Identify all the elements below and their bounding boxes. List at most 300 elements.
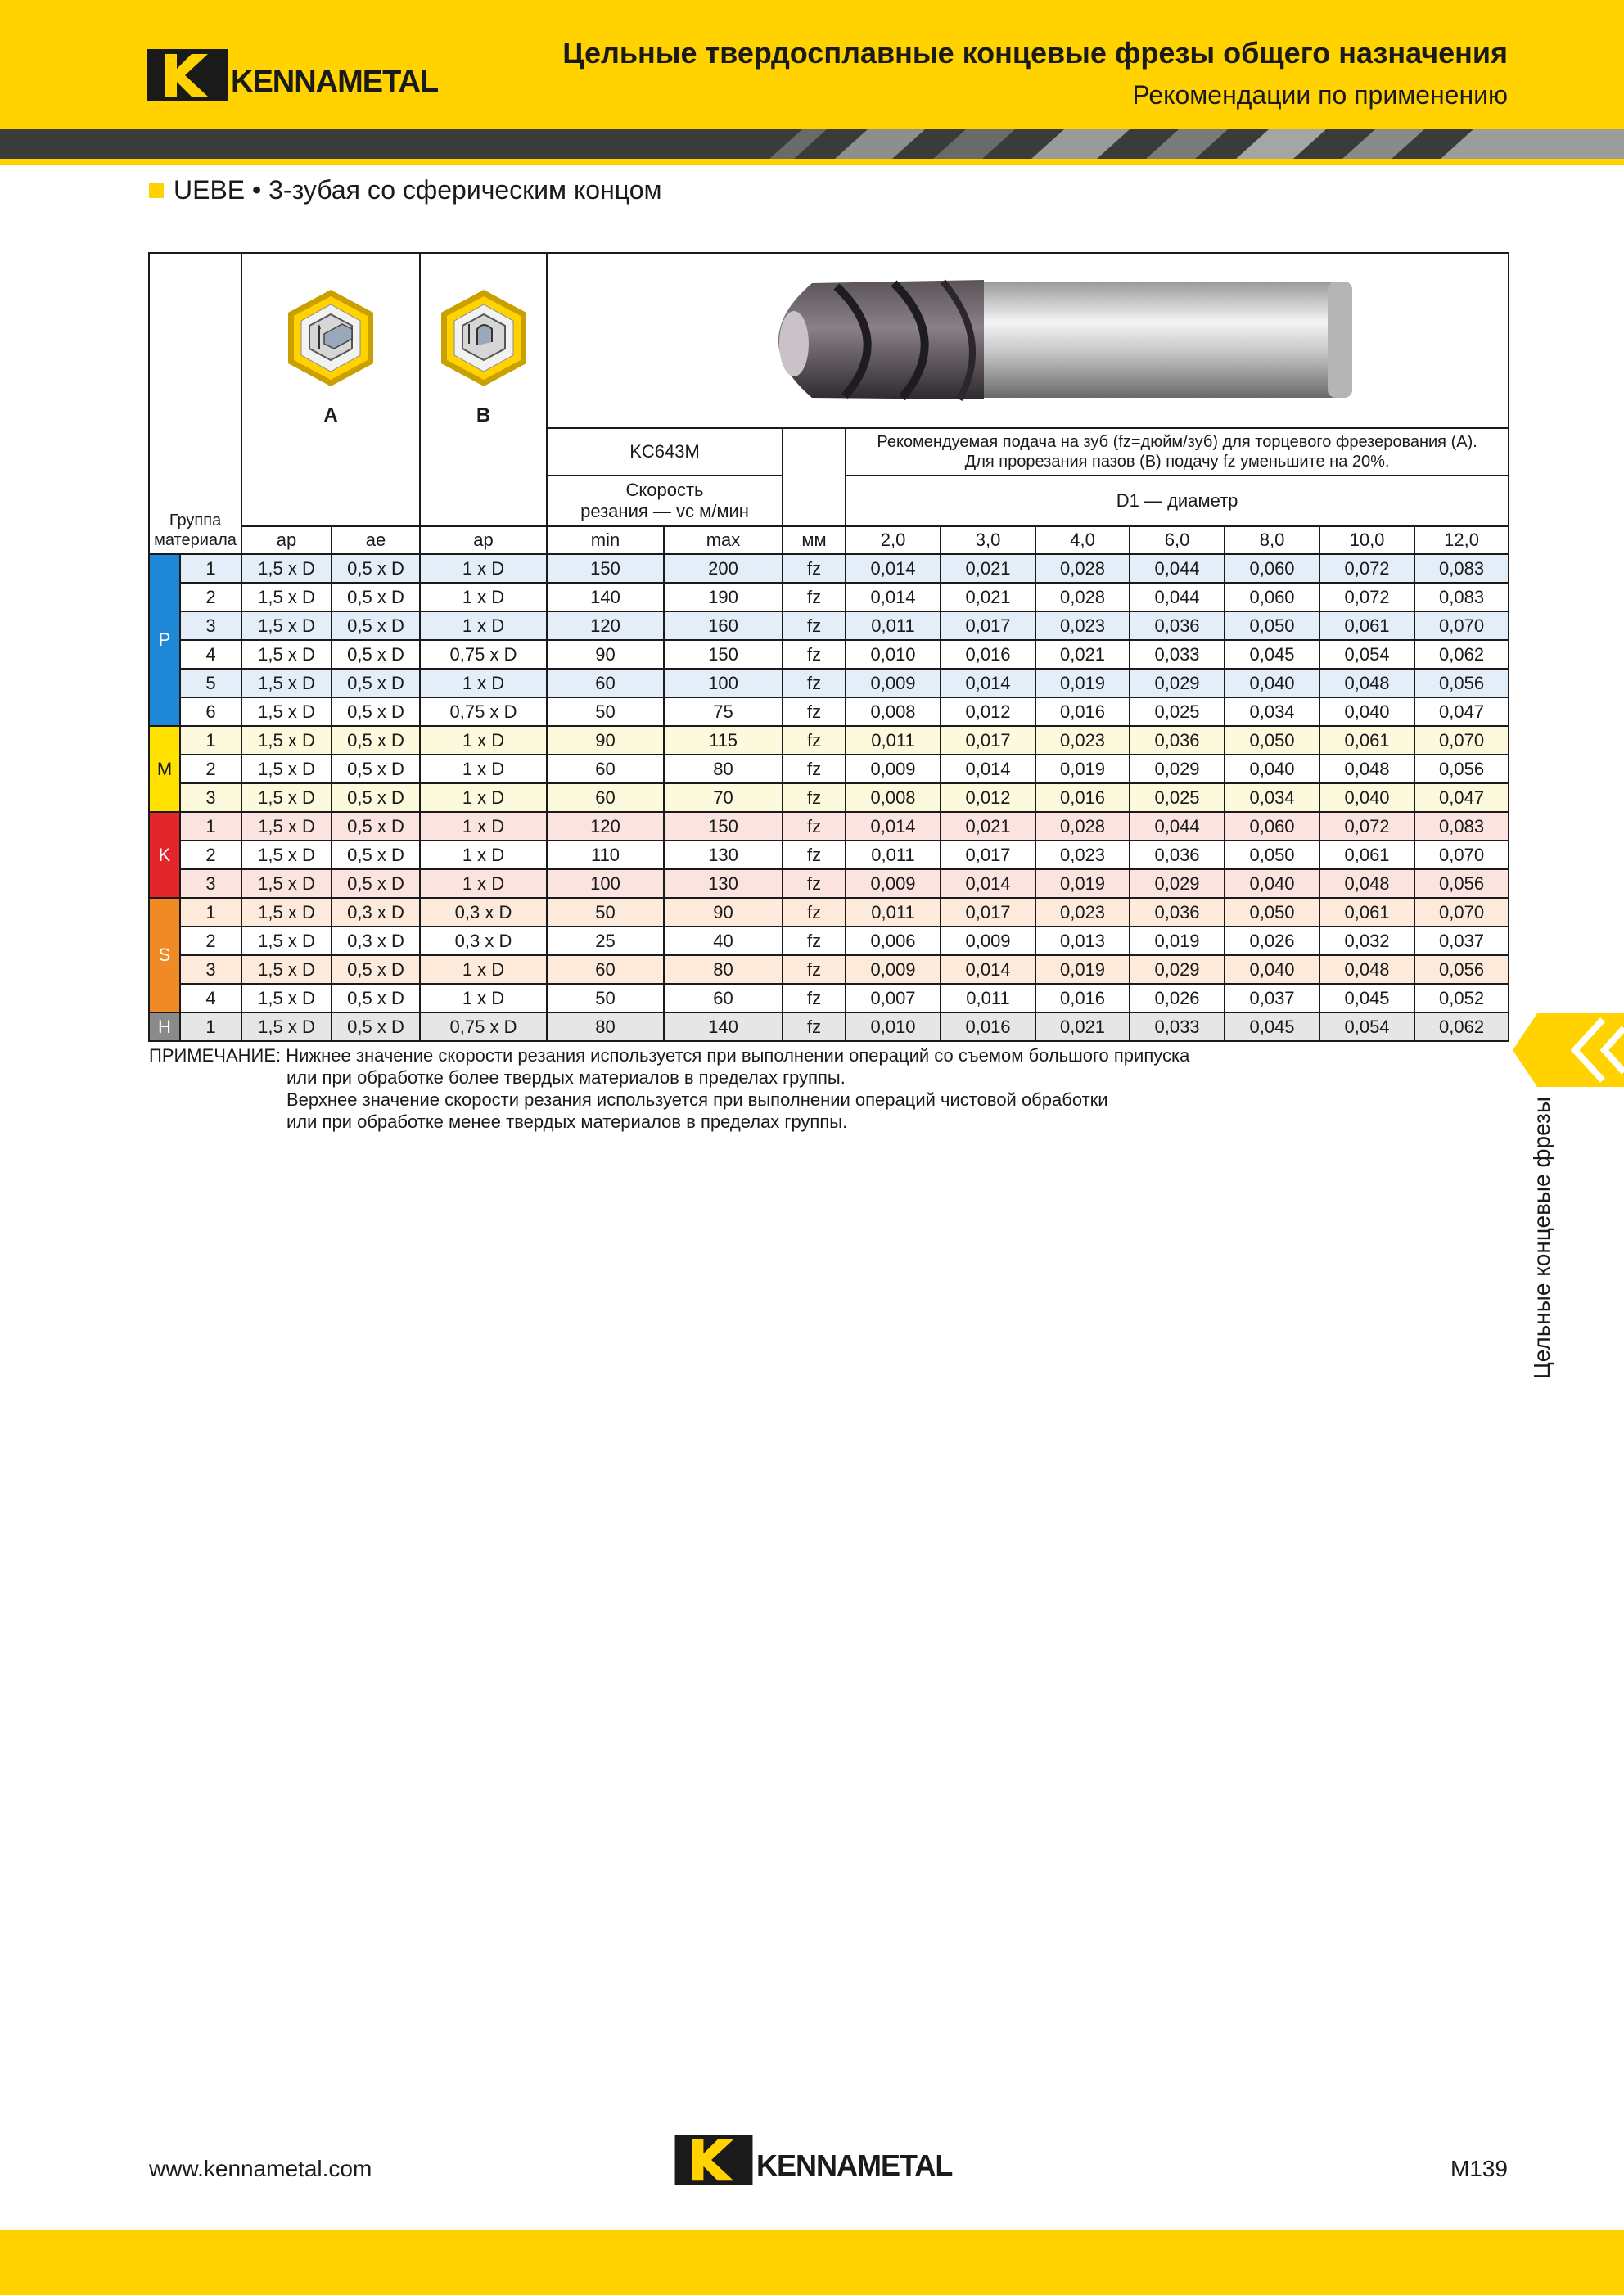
unit-value: fz bbox=[783, 927, 846, 955]
feed-value: 0,014 bbox=[941, 955, 1035, 984]
ap-b-value: 1 x D bbox=[420, 841, 547, 869]
feed-value: 0,056 bbox=[1414, 869, 1509, 898]
footer-band bbox=[0, 2230, 1624, 2295]
feed-value: 0,034 bbox=[1225, 783, 1320, 812]
vc-min-value: 60 bbox=[547, 669, 664, 697]
feed-value: 0,012 bbox=[941, 697, 1035, 726]
feed-value: 0,029 bbox=[1130, 669, 1225, 697]
k-mark-icon-footer bbox=[674, 2135, 753, 2185]
col-ae: ae bbox=[332, 526, 420, 554]
feed-value: 0,011 bbox=[846, 726, 941, 755]
face-milling-icon bbox=[282, 286, 380, 390]
feed-value: 0,029 bbox=[1130, 869, 1225, 898]
unit-spacer bbox=[783, 428, 846, 526]
vc-min-value: 50 bbox=[547, 984, 664, 1012]
vc-min-value: 50 bbox=[547, 898, 664, 927]
feed-value: 0,050 bbox=[1225, 726, 1320, 755]
ae-value: 0,3 x D bbox=[332, 898, 420, 927]
ap-value: 1,5 x D bbox=[241, 640, 332, 669]
ap-b-value: 1 x D bbox=[420, 984, 547, 1012]
feed-value: 0,019 bbox=[1130, 927, 1225, 955]
row-number: 1 bbox=[180, 726, 241, 755]
feed-value: 0,054 bbox=[1320, 1012, 1414, 1041]
vc-max-value: 200 bbox=[664, 554, 783, 583]
feed-value: 0,061 bbox=[1320, 841, 1414, 869]
ap-value: 1,5 x D bbox=[241, 611, 332, 640]
feed-value: 0,014 bbox=[941, 669, 1035, 697]
feed-value: 0,045 bbox=[1320, 984, 1414, 1012]
ap-b-value: 1 x D bbox=[420, 726, 547, 755]
unit-value: fz bbox=[783, 869, 846, 898]
feed-value: 0,056 bbox=[1414, 669, 1509, 697]
feed-value: 0,070 bbox=[1414, 841, 1509, 869]
feed-value: 0,017 bbox=[941, 841, 1035, 869]
feed-value: 0,021 bbox=[941, 583, 1035, 611]
feed-value: 0,070 bbox=[1414, 898, 1509, 927]
ae-value: 0,5 x D bbox=[332, 611, 420, 640]
ap-value: 1,5 x D bbox=[241, 927, 332, 955]
feed-value: 0,083 bbox=[1414, 812, 1509, 841]
feed-value: 0,033 bbox=[1130, 1012, 1225, 1041]
cutting-speed-header bbox=[547, 476, 783, 526]
feed-value: 0,028 bbox=[1035, 554, 1130, 583]
feed-value: 0,040 bbox=[1225, 755, 1320, 783]
feed-value: 0,044 bbox=[1130, 583, 1225, 611]
vc-max-value: 100 bbox=[664, 669, 783, 697]
feed-value: 0,061 bbox=[1320, 611, 1414, 640]
ap-value: 1,5 x D bbox=[241, 783, 332, 812]
feed-value: 0,062 bbox=[1414, 640, 1509, 669]
vc-min-value: 120 bbox=[547, 611, 664, 640]
feed-value: 0,006 bbox=[846, 927, 941, 955]
feed-value: 0,056 bbox=[1414, 755, 1509, 783]
col-d-8: 8,0 bbox=[1225, 526, 1320, 554]
feed-value: 0,007 bbox=[846, 984, 941, 1012]
feed-value: 0,019 bbox=[1035, 869, 1130, 898]
feed-value: 0,048 bbox=[1320, 869, 1414, 898]
decorative-stripe bbox=[0, 129, 1624, 159]
ae-value: 0,5 x D bbox=[332, 955, 420, 984]
feed-value: 0,010 bbox=[846, 1012, 941, 1041]
vc-max-value: 115 bbox=[664, 726, 783, 755]
vc-min-value: 60 bbox=[547, 755, 664, 783]
feed-value: 0,019 bbox=[1035, 669, 1130, 697]
row-number: 1 bbox=[180, 554, 241, 583]
vc-label-1: Скорость bbox=[625, 480, 704, 500]
feed-value: 0,021 bbox=[941, 554, 1035, 583]
vc-max-value: 80 bbox=[664, 755, 783, 783]
unit-value: fz bbox=[783, 812, 846, 841]
row-number: 1 bbox=[180, 1012, 241, 1041]
ae-value: 0,5 x D bbox=[332, 726, 420, 755]
feed-value: 0,040 bbox=[1225, 869, 1320, 898]
ap-b-value: 0,75 x D bbox=[420, 1012, 547, 1041]
table-row bbox=[149, 898, 1509, 927]
feed-value: 0,029 bbox=[1130, 755, 1225, 783]
operation-a-label: A bbox=[323, 404, 338, 426]
ap-value: 1,5 x D bbox=[241, 755, 332, 783]
material-group-s: S bbox=[149, 898, 180, 1012]
table-row bbox=[149, 726, 1509, 755]
row-number: 3 bbox=[180, 783, 241, 812]
operation-a-header bbox=[241, 253, 420, 526]
row-number: 1 bbox=[180, 898, 241, 927]
feed-value: 0,013 bbox=[1035, 927, 1130, 955]
ap-b-value: 1 x D bbox=[420, 554, 547, 583]
feed-value: 0,011 bbox=[846, 611, 941, 640]
feed-value: 0,061 bbox=[1320, 898, 1414, 927]
table-row bbox=[149, 869, 1509, 898]
diameter-header: D1 — диаметр bbox=[846, 476, 1509, 526]
ap-value: 1,5 x D bbox=[241, 841, 332, 869]
ae-value: 0,5 x D bbox=[332, 869, 420, 898]
side-section-label: Цельные концевые фрезы bbox=[1529, 1097, 1554, 1379]
vc-min-value: 50 bbox=[547, 697, 664, 726]
row-number: 2 bbox=[180, 583, 241, 611]
unit-value: fz bbox=[783, 1012, 846, 1041]
feed-value: 0,016 bbox=[1035, 783, 1130, 812]
page-number: M139 bbox=[1450, 2156, 1508, 2181]
unit-value: fz bbox=[783, 841, 846, 869]
feed-value: 0,008 bbox=[846, 783, 941, 812]
feed-value: 0,021 bbox=[1035, 1012, 1130, 1041]
feed-value: 0,054 bbox=[1320, 640, 1414, 669]
feed-value: 0,011 bbox=[846, 841, 941, 869]
vc-min-value: 90 bbox=[547, 640, 664, 669]
feed-value: 0,023 bbox=[1035, 898, 1130, 927]
material-group-p: P bbox=[149, 554, 180, 726]
col-d-2: 2,0 bbox=[846, 526, 941, 554]
ae-value: 0,5 x D bbox=[332, 812, 420, 841]
unit-value: fz bbox=[783, 898, 846, 927]
table-row bbox=[149, 812, 1509, 841]
note-line-3: Верхнее значение скорости резания используется при выполнении операций чистовой обработки bbox=[286, 1089, 1108, 1110]
feed-label-2: Для прорезания пазов (B) подачу fz уменьшите на 20%. bbox=[964, 453, 1390, 471]
feed-value: 0,040 bbox=[1320, 697, 1414, 726]
feed-value: 0,012 bbox=[941, 783, 1035, 812]
ap-b-value: 1 x D bbox=[420, 669, 547, 697]
group-label-1: Группа bbox=[169, 512, 222, 530]
unit-value: fz bbox=[783, 984, 846, 1012]
ap-value: 1,5 x D bbox=[241, 955, 332, 984]
vc-min-value: 60 bbox=[547, 783, 664, 812]
unit-value: fz bbox=[783, 955, 846, 984]
row-number: 2 bbox=[180, 755, 241, 783]
row-number: 3 bbox=[180, 869, 241, 898]
table-row bbox=[149, 783, 1509, 812]
row-number: 5 bbox=[180, 669, 241, 697]
footer-url[interactable]: www.kennametal.com bbox=[149, 2156, 372, 2181]
feed-value: 0,036 bbox=[1130, 611, 1225, 640]
feed-value: 0,011 bbox=[846, 898, 941, 927]
feed-value: 0,014 bbox=[941, 869, 1035, 898]
ap-value: 1,5 x D bbox=[241, 898, 332, 927]
feed-value: 0,025 bbox=[1130, 783, 1225, 812]
ap-value: 1,5 x D bbox=[241, 984, 332, 1012]
feed-value: 0,016 bbox=[941, 640, 1035, 669]
feed-value: 0,040 bbox=[1320, 783, 1414, 812]
ap-b-value: 1 x D bbox=[420, 955, 547, 984]
unit-value: fz bbox=[783, 583, 846, 611]
vc-max-value: 160 bbox=[664, 611, 783, 640]
ap-b-value: 0,75 x D bbox=[420, 640, 547, 669]
material-group-k: K bbox=[149, 812, 180, 898]
note-line-1: ПРИМЕЧАНИЕ: Нижнее значение скорости резания используется при выполнении операций со съемом большого припуска bbox=[149, 1045, 1190, 1066]
feed-value: 0,009 bbox=[846, 669, 941, 697]
ae-value: 0,5 x D bbox=[332, 697, 420, 726]
vc-min-value: 120 bbox=[547, 812, 664, 841]
feed-value: 0,050 bbox=[1225, 898, 1320, 927]
feed-value: 0,016 bbox=[1035, 984, 1130, 1012]
feed-value: 0,047 bbox=[1414, 697, 1509, 726]
vc-min-value: 110 bbox=[547, 841, 664, 869]
col-ap-b: ap bbox=[420, 526, 547, 554]
col-d-3: 3,0 bbox=[941, 526, 1035, 554]
ap-value: 1,5 x D bbox=[241, 554, 332, 583]
vc-max-value: 90 bbox=[664, 898, 783, 927]
table-row bbox=[149, 611, 1509, 640]
ae-value: 0,5 x D bbox=[332, 669, 420, 697]
footer-logo bbox=[674, 2135, 952, 2185]
ae-value: 0,5 x D bbox=[332, 1012, 420, 1041]
col-d-10: 10,0 bbox=[1320, 526, 1414, 554]
feed-value: 0,023 bbox=[1035, 726, 1130, 755]
cutting-data-table bbox=[148, 252, 1509, 1042]
unit-value: fz bbox=[783, 755, 846, 783]
col-mm: мм bbox=[783, 526, 846, 554]
col-d-4: 4,0 bbox=[1035, 526, 1130, 554]
feed-value: 0,014 bbox=[941, 755, 1035, 783]
k-mark-icon bbox=[147, 49, 228, 101]
feed-value: 0,060 bbox=[1225, 554, 1320, 583]
feed-value: 0,009 bbox=[941, 927, 1035, 955]
table-row bbox=[149, 927, 1509, 955]
feed-value: 0,029 bbox=[1130, 955, 1225, 984]
vc-min-value: 60 bbox=[547, 955, 664, 984]
ap-b-value: 1 x D bbox=[420, 869, 547, 898]
table-body bbox=[149, 554, 1509, 1041]
material-group-m: M bbox=[149, 726, 180, 812]
vc-min-value: 140 bbox=[547, 583, 664, 611]
ap-value: 1,5 x D bbox=[241, 669, 332, 697]
vc-max-value: 40 bbox=[664, 927, 783, 955]
table-row bbox=[149, 955, 1509, 984]
col-min: min bbox=[547, 526, 664, 554]
ap-b-value: 1 x D bbox=[420, 611, 547, 640]
feed-value: 0,017 bbox=[941, 726, 1035, 755]
feed-value: 0,009 bbox=[846, 755, 941, 783]
ae-value: 0,5 x D bbox=[332, 583, 420, 611]
feed-value: 0,048 bbox=[1320, 955, 1414, 984]
feed-value: 0,028 bbox=[1035, 583, 1130, 611]
ae-value: 0,5 x D bbox=[332, 783, 420, 812]
table-row bbox=[149, 1012, 1509, 1041]
feed-value: 0,048 bbox=[1320, 755, 1414, 783]
unit-value: fz bbox=[783, 640, 846, 669]
feed-value: 0,017 bbox=[941, 898, 1035, 927]
section-title bbox=[149, 175, 662, 205]
page-title: Цельные твердосплавные концевые фрезы общего назначения bbox=[562, 36, 1508, 70]
unit-value: fz bbox=[783, 783, 846, 812]
table-row bbox=[149, 841, 1509, 869]
feed-value: 0,050 bbox=[1225, 841, 1320, 869]
feed-value: 0,036 bbox=[1130, 841, 1225, 869]
slotting-icon bbox=[435, 286, 533, 390]
table-row bbox=[149, 697, 1509, 726]
row-number: 4 bbox=[180, 984, 241, 1012]
feed-value: 0,062 bbox=[1414, 1012, 1509, 1041]
vc-min-value: 80 bbox=[547, 1012, 664, 1041]
feed-value: 0,009 bbox=[846, 869, 941, 898]
ap-b-value: 1 x D bbox=[420, 783, 547, 812]
feed-value: 0,083 bbox=[1414, 554, 1509, 583]
feed-value: 0,045 bbox=[1225, 1012, 1320, 1041]
tab-arrow-icon bbox=[1513, 1013, 1624, 1087]
unit-value: fz bbox=[783, 554, 846, 583]
feed-value: 0,070 bbox=[1414, 611, 1509, 640]
ae-value: 0,5 x D bbox=[332, 984, 420, 1012]
feed-value: 0,052 bbox=[1414, 984, 1509, 1012]
row-number: 2 bbox=[180, 841, 241, 869]
feed-value: 0,019 bbox=[1035, 955, 1130, 984]
ap-b-value: 1 x D bbox=[420, 755, 547, 783]
feed-value: 0,083 bbox=[1414, 583, 1509, 611]
vc-min-value: 100 bbox=[547, 869, 664, 898]
col-d-12: 12,0 bbox=[1414, 526, 1509, 554]
feed-value: 0,033 bbox=[1130, 640, 1225, 669]
feed-value: 0,009 bbox=[846, 955, 941, 984]
unit-value: fz bbox=[783, 697, 846, 726]
vc-max-value: 80 bbox=[664, 955, 783, 984]
end-mill-image-cell bbox=[547, 253, 1509, 428]
feed-value: 0,014 bbox=[846, 583, 941, 611]
end-mill-image bbox=[599, 259, 1418, 422]
ap-value: 1,5 x D bbox=[241, 1012, 332, 1041]
feed-value: 0,017 bbox=[941, 611, 1035, 640]
vc-max-value: 130 bbox=[664, 869, 783, 898]
col-d-6: 6,0 bbox=[1130, 526, 1225, 554]
ae-value: 0,5 x D bbox=[332, 755, 420, 783]
col-ap: ap bbox=[241, 526, 332, 554]
operation-b-label: B bbox=[476, 404, 491, 426]
feed-value: 0,021 bbox=[1035, 640, 1130, 669]
table-row bbox=[149, 984, 1509, 1012]
feed-value: 0,056 bbox=[1414, 955, 1509, 984]
feed-value: 0,021 bbox=[941, 812, 1035, 841]
feed-value: 0,037 bbox=[1225, 984, 1320, 1012]
yellow-bullet-icon bbox=[149, 183, 164, 198]
feed-value: 0,070 bbox=[1414, 726, 1509, 755]
feed-value: 0,060 bbox=[1225, 812, 1320, 841]
vc-max-value: 60 bbox=[664, 984, 783, 1012]
feed-value: 0,026 bbox=[1225, 927, 1320, 955]
row-number: 1 bbox=[180, 812, 241, 841]
column-header-row bbox=[149, 526, 1509, 554]
row-number: 3 bbox=[180, 611, 241, 640]
feed-value: 0,010 bbox=[846, 640, 941, 669]
table-row bbox=[149, 755, 1509, 783]
row-number: 6 bbox=[180, 697, 241, 726]
feed-value: 0,026 bbox=[1130, 984, 1225, 1012]
feed-value: 0,028 bbox=[1035, 812, 1130, 841]
vc-min-value: 90 bbox=[547, 726, 664, 755]
kennametal-logo-icon bbox=[147, 49, 438, 101]
feed-value: 0,061 bbox=[1320, 726, 1414, 755]
vc-max-value: 150 bbox=[664, 640, 783, 669]
ap-value: 1,5 x D bbox=[241, 812, 332, 841]
row-number: 2 bbox=[180, 927, 241, 955]
feed-value: 0,060 bbox=[1225, 583, 1320, 611]
operation-b-header bbox=[420, 253, 547, 526]
feed-value: 0,023 bbox=[1035, 611, 1130, 640]
feed-value: 0,050 bbox=[1225, 611, 1320, 640]
feed-value: 0,014 bbox=[846, 812, 941, 841]
feed-value: 0,072 bbox=[1320, 583, 1414, 611]
row-number: 3 bbox=[180, 955, 241, 984]
feed-value: 0,011 bbox=[941, 984, 1035, 1012]
feed-value: 0,034 bbox=[1225, 697, 1320, 726]
feed-value: 0,040 bbox=[1225, 669, 1320, 697]
feed-value: 0,036 bbox=[1130, 726, 1225, 755]
ae-value: 0,5 x D bbox=[332, 640, 420, 669]
vc-max-value: 70 bbox=[664, 783, 783, 812]
ap-value: 1,5 x D bbox=[241, 726, 332, 755]
ap-value: 1,5 x D bbox=[241, 583, 332, 611]
feed-value: 0,072 bbox=[1320, 554, 1414, 583]
table-row bbox=[149, 583, 1509, 611]
feed-label-1: Рекомендуемая подача на зуб (fz=дюйм/зуб) для торцевого фрезерования (A). bbox=[877, 433, 1477, 451]
row-number: 4 bbox=[180, 640, 241, 669]
feed-value: 0,019 bbox=[1035, 755, 1130, 783]
ap-value: 1,5 x D bbox=[241, 869, 332, 898]
vc-label-2: резания — vc м/мин bbox=[580, 501, 749, 521]
table-row bbox=[149, 669, 1509, 697]
brand-wordmark: KENNAMETAL bbox=[231, 64, 439, 99]
feed-value: 0,040 bbox=[1225, 955, 1320, 984]
unit-value: fz bbox=[783, 726, 846, 755]
ap-value: 1,5 x D bbox=[241, 697, 332, 726]
vc-max-value: 75 bbox=[664, 697, 783, 726]
feed-value: 0,044 bbox=[1130, 554, 1225, 583]
vc-max-value: 150 bbox=[664, 812, 783, 841]
col-max: max bbox=[664, 526, 783, 554]
grade-header: KC643M bbox=[547, 428, 783, 476]
ap-b-value: 0,3 x D bbox=[420, 927, 547, 955]
vc-min-value: 25 bbox=[547, 927, 664, 955]
ae-value: 0,3 x D bbox=[332, 927, 420, 955]
vc-min-value: 150 bbox=[547, 554, 664, 583]
feed-value: 0,025 bbox=[1130, 697, 1225, 726]
unit-value: fz bbox=[783, 611, 846, 640]
feed-value: 0,037 bbox=[1414, 927, 1509, 955]
ae-value: 0,5 x D bbox=[332, 554, 420, 583]
note-line-4: или при обработке менее твердых материалов в пределах группы. bbox=[286, 1111, 848, 1132]
table-row bbox=[149, 554, 1509, 583]
feed-value: 0,016 bbox=[1035, 697, 1130, 726]
ap-b-value: 1 x D bbox=[420, 812, 547, 841]
ap-b-value: 0,3 x D bbox=[420, 898, 547, 927]
feed-value: 0,032 bbox=[1320, 927, 1414, 955]
material-group-h: H bbox=[149, 1012, 180, 1041]
ap-b-value: 1 x D bbox=[420, 583, 547, 611]
feed-value: 0,023 bbox=[1035, 841, 1130, 869]
feed-value: 0,072 bbox=[1320, 812, 1414, 841]
page-subtitle: Рекомендации по применению bbox=[1132, 80, 1508, 110]
group-label-2: материала bbox=[154, 531, 237, 549]
note-line-2: или при обработке более твердых материалов в пределах группы. bbox=[286, 1067, 846, 1088]
vc-max-value: 130 bbox=[664, 841, 783, 869]
feed-value: 0,045 bbox=[1225, 640, 1320, 669]
